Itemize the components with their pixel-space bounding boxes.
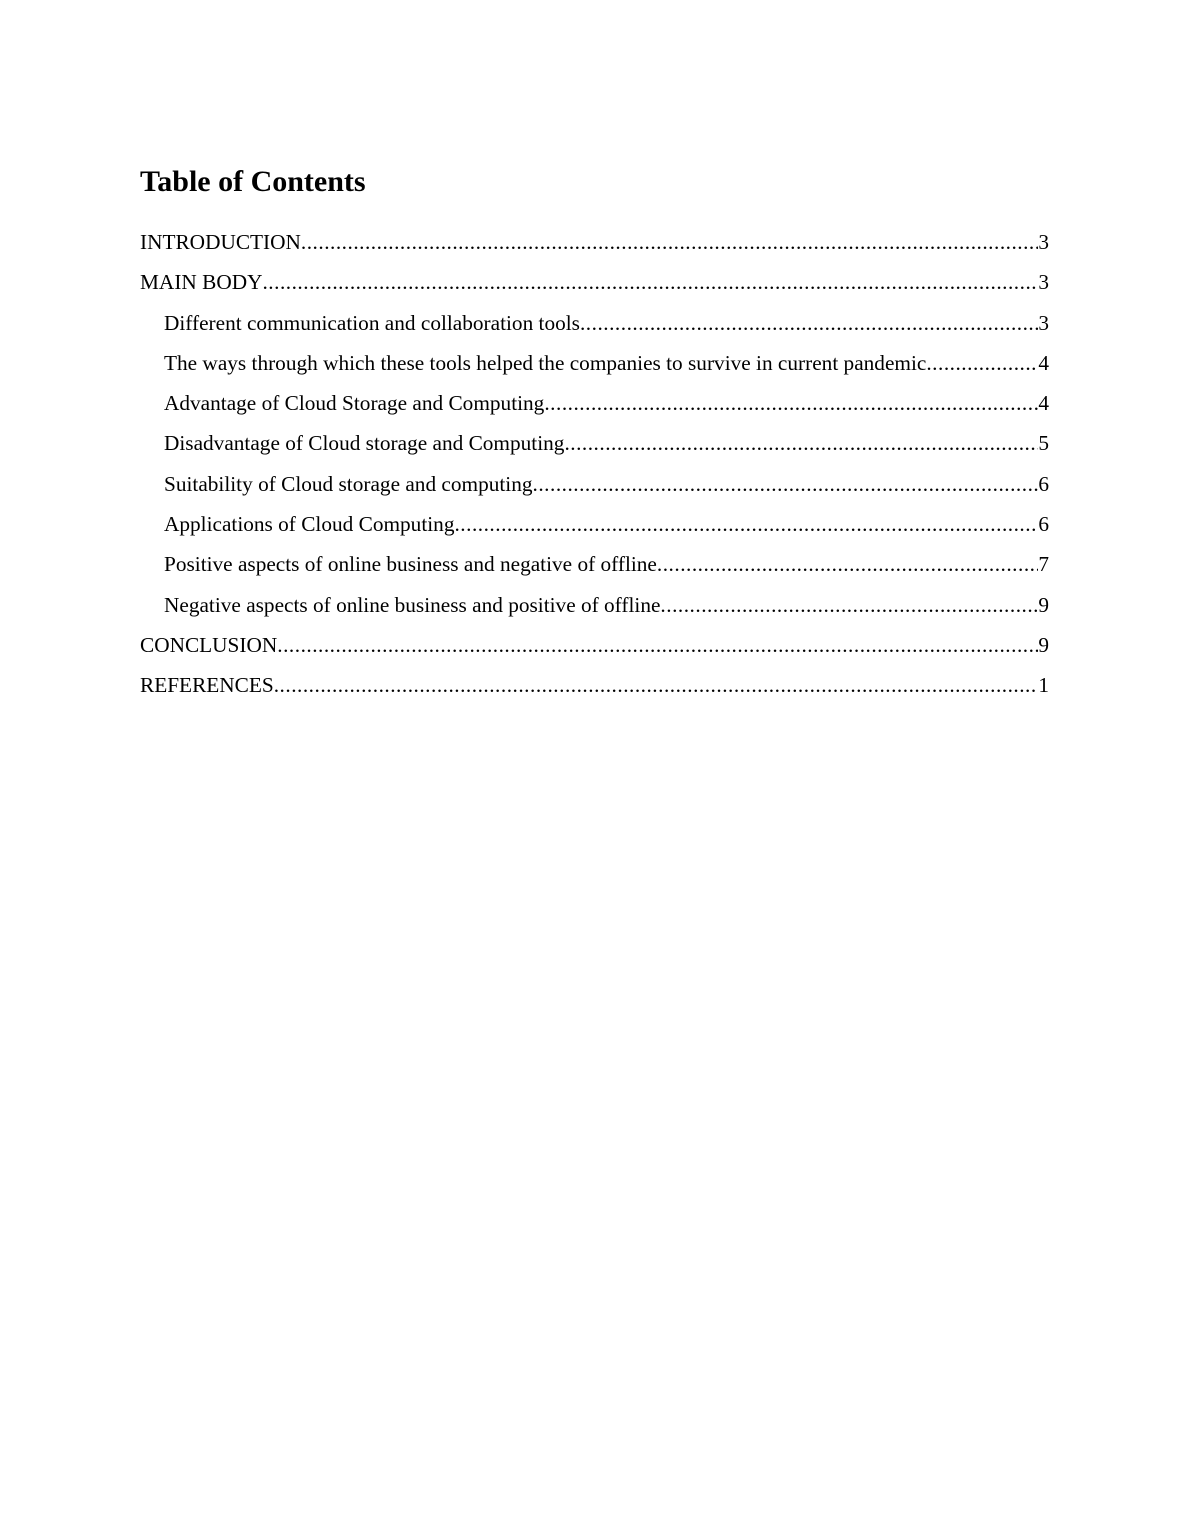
toc-entry-label: MAIN BODY (140, 270, 263, 295)
toc-page-number: 6 (1038, 512, 1049, 537)
toc-entry-introduction[interactable] (140, 222, 1049, 262)
toc-dot-leader (580, 303, 1038, 343)
toc-dot-leader (454, 504, 1038, 544)
toc-entry-references[interactable] (140, 665, 1049, 705)
toc-entry-label: INTRODUCTION (140, 230, 301, 254)
toc-entry-cloud-disadvantage[interactable] (140, 423, 1049, 463)
toc-entry-label: Advantage of Cloud Storage and Computing (164, 391, 545, 416)
toc-entry-cloud-advantage[interactable] (140, 383, 1049, 423)
toc-page-number: 3 (1038, 310, 1049, 335)
toc-page-number: 6 (1038, 471, 1049, 496)
toc-page-number: 9 (1038, 632, 1049, 657)
toc-dot-leader (301, 222, 1038, 262)
toc-dot-leader (274, 665, 1039, 705)
toc-entry-label: REFERENCES (140, 673, 274, 698)
toc-dot-leader (262, 262, 1038, 302)
toc-page-number: 3 (1038, 230, 1049, 254)
toc-entry-main-body[interactable] (140, 262, 1049, 302)
toc-dot-leader (277, 625, 1038, 665)
toc-entry-tools-pandemic[interactable] (140, 343, 1049, 383)
toc-entry-label: Positive aspects of online business and negative of offline (164, 552, 657, 577)
toc-entry-conclusion[interactable] (140, 625, 1049, 665)
toc-page-number: 4 (1038, 350, 1049, 375)
toc-entry-online-negative[interactable] (140, 585, 1049, 625)
toc-dot-leader (926, 343, 1038, 383)
toc-entry-label: Negative aspects of online business and positive of offline (164, 592, 661, 617)
toc-page-number: 1 (1038, 673, 1049, 698)
toc-entry-label: The ways through which these tools helped the companies to survive in current pandemic (164, 350, 927, 375)
toc-page-number: 5 (1038, 431, 1049, 456)
toc-entry-cloud-suitability[interactable] (140, 464, 1049, 504)
toc-dot-leader (564, 423, 1038, 463)
toc-page-number: 7 (1038, 552, 1049, 577)
toc-page-number: 3 (1038, 270, 1049, 295)
toc-entry-label: Different communication and collaboration tools (164, 310, 580, 335)
toc-entry-cloud-applications[interactable] (140, 504, 1049, 544)
page-title: Table of Contents (140, 165, 366, 198)
toc-page-number: 9 (1038, 592, 1049, 617)
toc-entry-online-positive[interactable] (140, 544, 1049, 584)
toc-dot-leader (544, 383, 1038, 423)
toc-entry-label: Disadvantage of Cloud storage and Computing (164, 431, 565, 456)
toc-dot-leader (533, 464, 1039, 504)
toc-entry-label: CONCLUSION (140, 632, 278, 657)
toc-entry-communication-tools[interactable] (140, 303, 1049, 343)
table-of-contents (140, 222, 1049, 706)
toc-entry-label: Applications of Cloud Computing (164, 512, 455, 537)
toc-dot-leader (660, 585, 1038, 625)
toc-entry-label: Suitability of Cloud storage and computing (164, 471, 533, 496)
toc-page-number: 4 (1038, 391, 1049, 416)
toc-dot-leader (657, 544, 1038, 584)
